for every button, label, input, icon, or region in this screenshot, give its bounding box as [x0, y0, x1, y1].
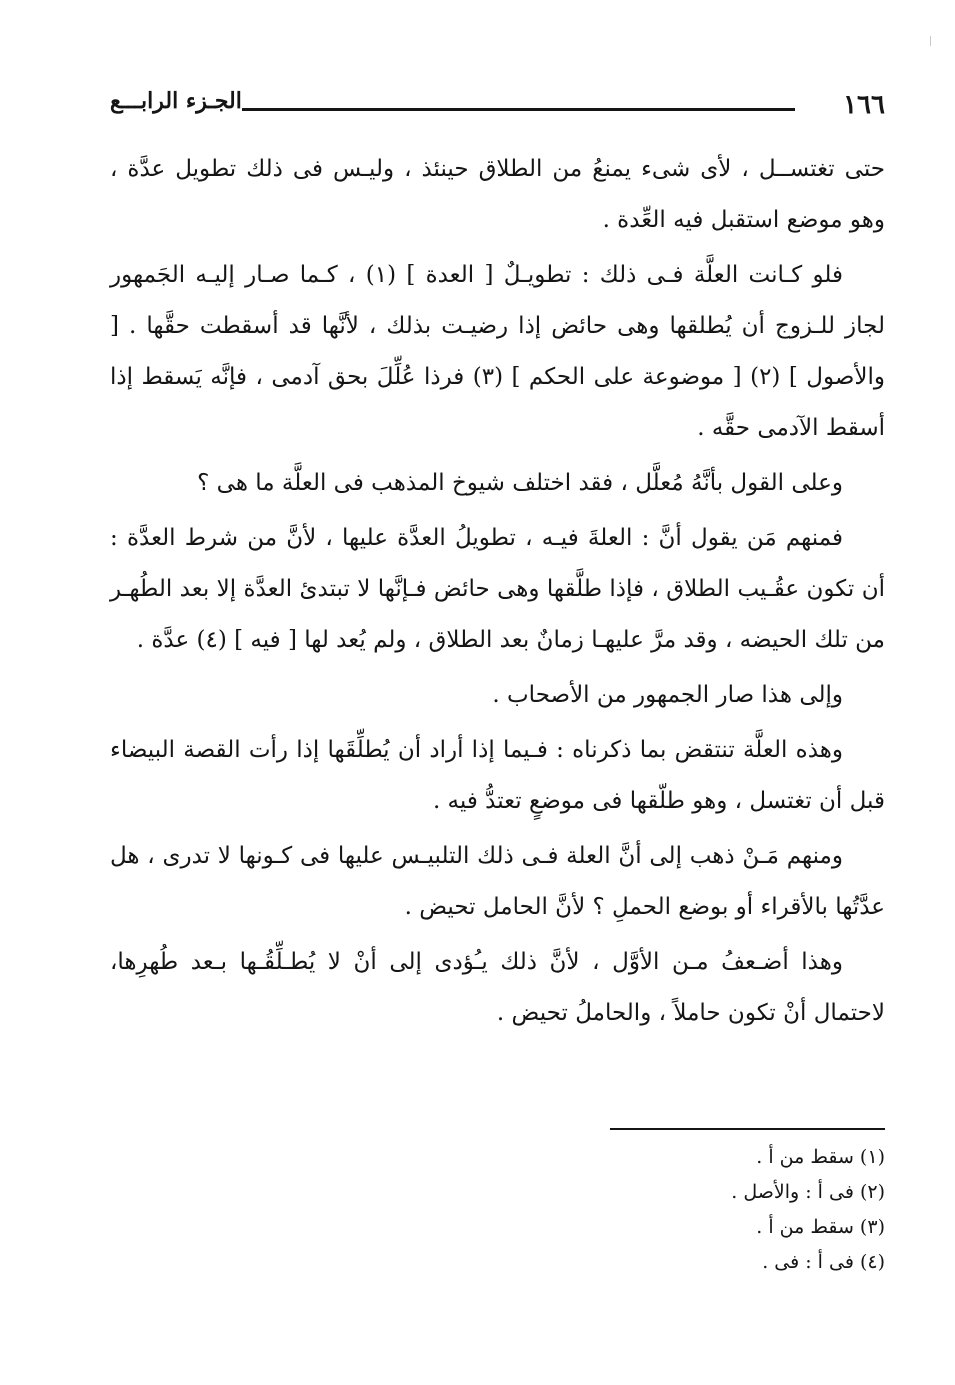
paragraph-8: وهذا أضـعفُ مـن الأوَّل ، لأنَّ ذلك يـُؤدى إلى أنْ لا يُطـلِّقُـها بـعد طُهرِها، لاحتمال أنْ تكون حاملاً ، والحاملُ تحيض .: [110, 949, 885, 1026]
page-number: ١٦٦: [843, 90, 885, 120]
footnote-1: (١) سقط من أ .: [756, 1146, 885, 1168]
paragraph-1: حتى تغتســل ، لأى شىء يمنعُ من الطلاق حينئذ ، وليـس فى ذلك تطويل عدَّة ، وهو موضع استقبل فيه العِّدة .: [110, 156, 885, 233]
paper-mark: [930, 36, 931, 46]
paragraph-6: وهذه العلَّة تنتقض بما ذكرناه : فـيما إذا أراد أن يُطلِّقَها إذا رأت القصة البيضاء قبل أن تغتسل ، وهو طلّقها فى موضعٍ تعتدُّ فيه .: [110, 737, 885, 814]
running-header: [110, 88, 885, 128]
paragraph-4: فمنهم مَن يقول أنَّ : العلةَ فيـه ، تطويلُ العدَّة عليها ، لأنَّ من شرط العدَّة : أن تكون عقُـيب الطلاق ، فإذا طلَّقها وهى حائض فـإنَّها لا تبتدئ العدَّة إلا بعد الطُهـر من تلك الحيضه ، وقد مرَّ عليهـا زمانٌ بعد الطلاق ، ولم يُعد لها [ فيه ] (٤) عدَّة .: [110, 525, 885, 653]
paragraph-5: وإلى هذا صار الجمهور من الأصحاب .: [492, 682, 843, 708]
footnote-3: (٣) سقط من أ .: [756, 1216, 885, 1238]
paragraph-3: وعلى القول بأنَّهُ مُعلَّل ، فقد اختلف شيوخ المذهب فى العلَّة ما هى ؟: [197, 470, 843, 496]
footnote-rule: [610, 1128, 885, 1130]
header-rule: [242, 108, 795, 111]
paragraph-7: ومنهم مَـنْ ذهب إلى أنَّ العلة فـى ذلك التلبيـس عليها فى كـونها لا تدرى ، هل عدَّتُها بالأقراء أو بوضع الحملِ ؟ لأنَّ الحامل تحيض .: [110, 843, 885, 920]
footnote-4: (٤) فى أ : فى .: [762, 1251, 885, 1273]
footnotes: [385, 1140, 885, 1280]
footnote-2: (٢) فى أ : والأصل .: [731, 1181, 885, 1203]
part-title: الجـزء الرابـــع: [110, 88, 242, 114]
paragraph-2: فلو كـانت العلَّة فـى ذلك : تطويـلٌ [ العدة ] (١) ، كـما صـار إليـه الجَمهور لجاز للـزوج أن يُطلقها وهى حائض إذا رضيـت بذلك ، لأنَّها قد أسقطت حقَّها . [ والأصول ] (٢) [ موضوعة على الحكم ] (٣) فرذا عُلِّلَ بحق آدمى ، فإنَّه يَسقط إذا أسقط الآدمى حقَّه .: [110, 262, 885, 441]
body-text: [110, 144, 885, 1043]
